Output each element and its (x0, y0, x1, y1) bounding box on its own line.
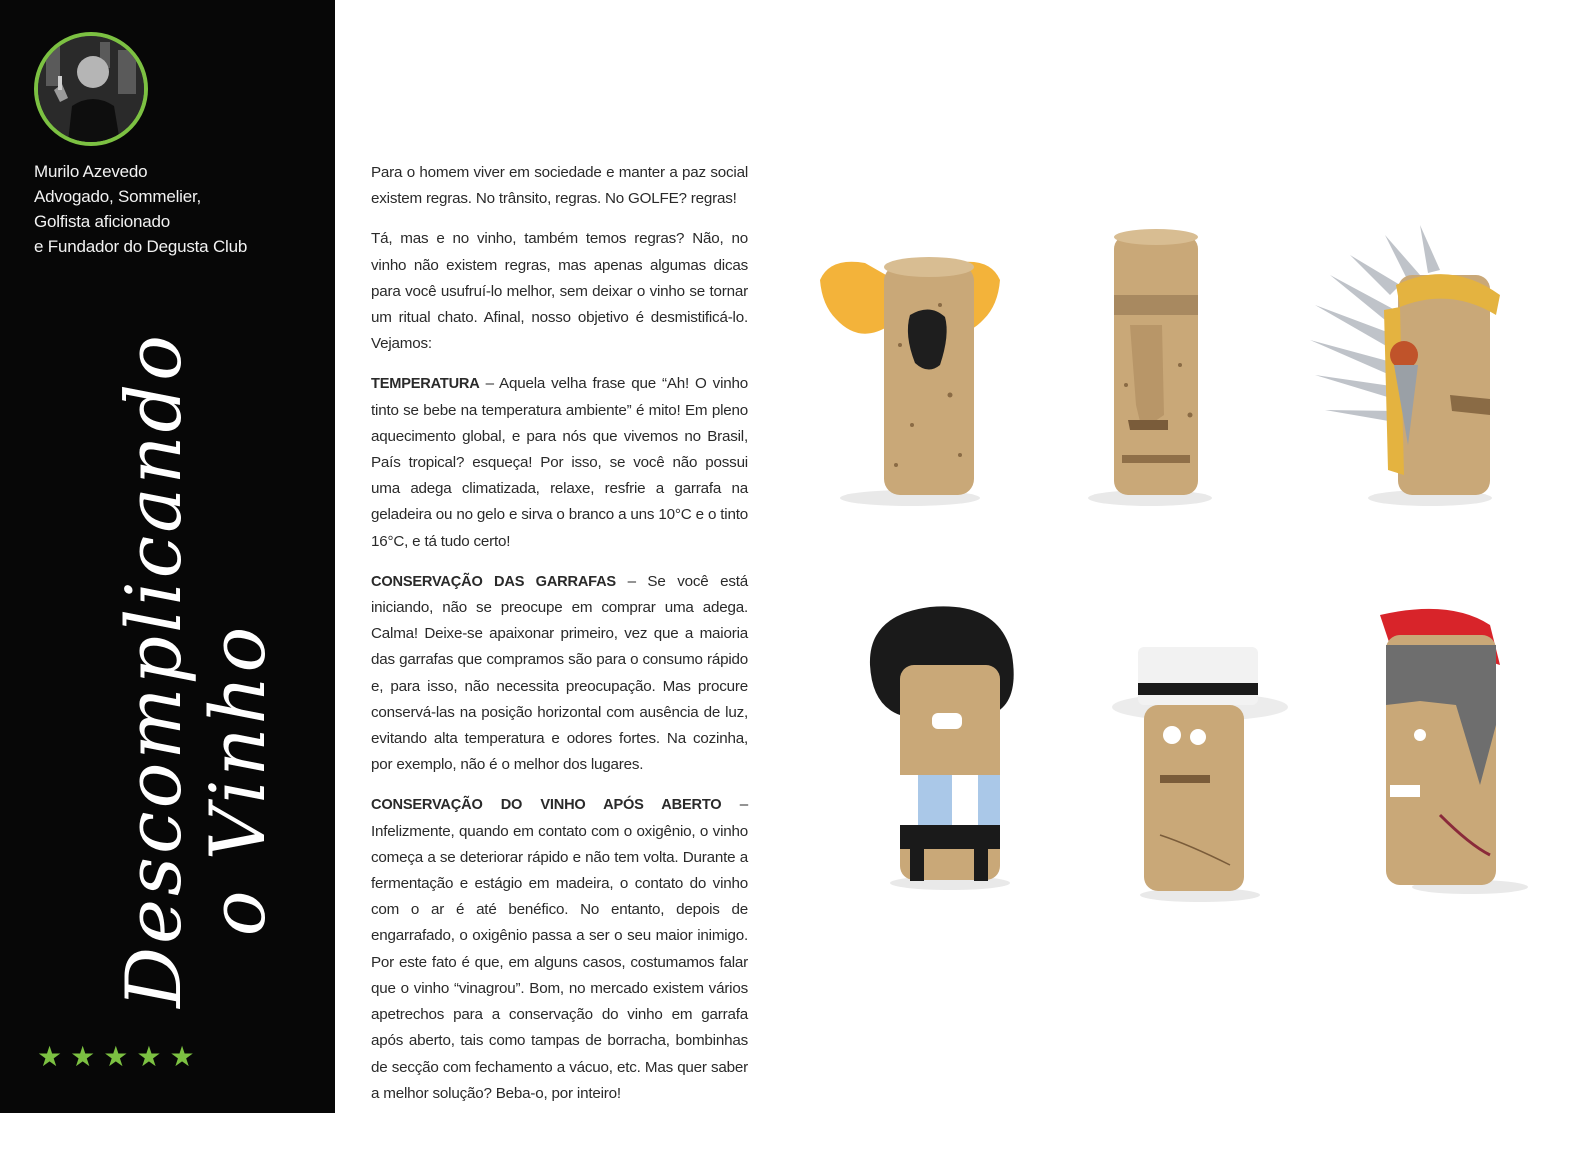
section-bottle-storage (371, 569, 748, 779)
star-icon: ★ (136, 1040, 162, 1073)
star-icon: ★ (37, 1040, 63, 1073)
article-body (371, 160, 748, 1121)
section-opened-wine (371, 792, 748, 1106)
koala-cork-icon (800, 215, 1020, 515)
star-icon: ★ (70, 1040, 96, 1073)
cork-figures-illustration (800, 215, 1520, 895)
straw-hat-cork-icon (1100, 625, 1320, 925)
roman-helmet-cork-icon (1360, 605, 1575, 905)
person-photo-icon (38, 36, 144, 142)
star-icon: ★ (103, 1040, 129, 1073)
author-role: Advogado, Sommelier, (34, 187, 202, 206)
author-avatar (34, 32, 148, 146)
section-temperature (371, 371, 748, 554)
author-hobby: Golfista aficionado (34, 212, 171, 231)
chief-headdress-cork-icon (1300, 215, 1520, 515)
sidebar (0, 0, 335, 1113)
rating-stars (37, 1040, 195, 1073)
title-line-1: Descomplicando (109, 332, 198, 1008)
author-name: Murilo Azevedo (34, 162, 148, 181)
section-heading: CONSERVAÇÃO DO VINHO APÓS ABERTO (371, 797, 722, 814)
moai-cork-icon (1050, 215, 1270, 515)
intro-paragraph: Para o homem viver em sociedade e manter a paz social existem regras. No trânsito, regras. No GOLFE? regras! (371, 164, 748, 208)
author-founder: e Fundador do Degusta Club (34, 237, 248, 256)
section-heading: TEMPERATURA (371, 376, 480, 393)
afro-hair-cork-icon (840, 595, 1060, 895)
star-icon: ★ (169, 1040, 195, 1073)
section-text: – Aquela velha frase que “Ah! O vinho tinto se bebe na temperatura ambiente” é mito! Em pleno aquecimento global, e para nós que vivemos no Brasil, País tropical? esqueça! Por isso, se você não possui uma adega climatizada, relaxe, resfrie a garrafa na geladeira ou no gelo e sirva o branco a uns 10°C e o tinto 16°C, e tá tudo certo! (371, 375, 748, 550)
title-line-2: o Vinho (193, 623, 282, 937)
intro-paragraph-2: Tá, mas e no vinho, também temos regras? Não, no vinho não existem regras, mas apenas algumas dicas para você usufruí-lo melhor, sem deixar o vinho se tornar um ritual chato. Afinal, nosso objetivo é desmistificá-lo. Vejamos: (371, 230, 748, 353)
section-heading: CONSERVAÇÃO DAS GARRAFAS (371, 573, 616, 590)
section-text: – Infelizmente, quando em contato com o oxigênio, o vinho começa a se deteriorar rápido e não tem volta. Durante a fermentação e estágio em madeira, o contato do vinho com o ar é até benéfico. No entanto, depois de engarrafado, o oxigênio passa a ser o seu maior inimigo. Por este fato é que, em alguns casos, costumamos falar que o vinho “vinagrou”. Bom, no mercado existem vários apetrechos para a conservação do vinho em garrafa após aberto, tais como tampas de borracha, bombinhas de secção com fechamento a vácuo, etc. Mas quer saber a melhor solução? Beba-o, por inteiro! (371, 796, 748, 1102)
section-text: – Se você está iniciando, não se preocupe em comprar uma adega. Calma! Deixe-se apaixonar primeiro, vez que a maioria das garrafas que compramos são para o consumo rápido e, para isso, não necessita preocupação. Mas procure conservá-las na posição horizontal com ausência de luz, evitando alta temperatura e odores fortes. Na cozinha, por exemplo, não é o melhor dos lugares. (371, 572, 748, 774)
